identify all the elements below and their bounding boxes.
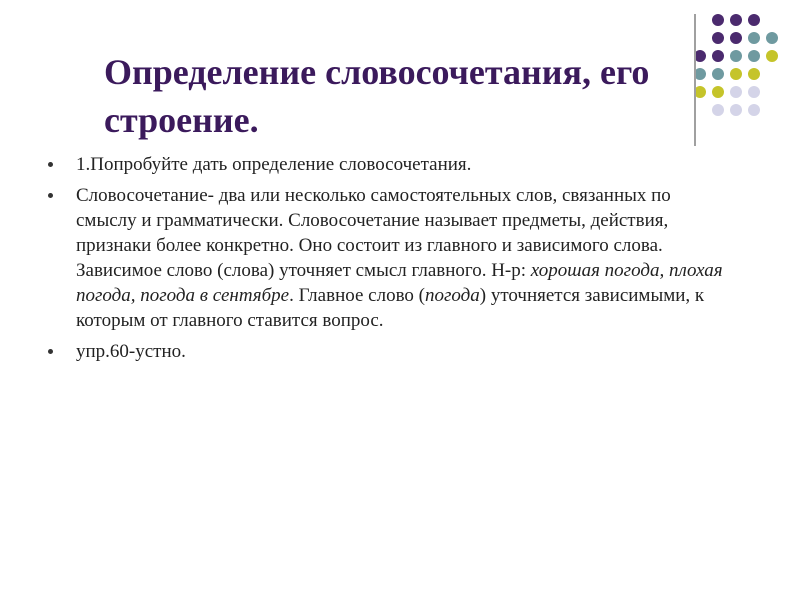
slide-title: Определение словосочетания, его строение. bbox=[104, 52, 650, 140]
text-run: . Главное слово ( bbox=[289, 285, 425, 306]
text-run: 1.Попробуйте дать определение словосочетания. bbox=[76, 154, 472, 175]
bullet-item bbox=[46, 152, 736, 177]
decorative-dot bbox=[748, 104, 760, 116]
bullet-text bbox=[76, 341, 186, 362]
bullet-item bbox=[46, 183, 736, 333]
decorative-dot bbox=[748, 14, 760, 26]
text-run: упр.60-устно. bbox=[76, 341, 186, 362]
bullet-list bbox=[46, 152, 736, 370]
bullet-text bbox=[76, 185, 723, 331]
text-run: Словосочетание- два или несколько самостоятельных слов, связанных по смыслу и грамматически. Словосочетание называет предметы, действия, признаки более конкретно. Оно состоит из главного и зависимого слова. Зависимое слово (слова) уточняет смысл главного. Н-р: bbox=[76, 185, 671, 281]
decorative-dot bbox=[766, 50, 778, 62]
decorative-dot bbox=[730, 32, 742, 44]
bullet-item bbox=[46, 339, 736, 364]
decorative-dot bbox=[748, 68, 760, 80]
bullet-marker bbox=[48, 193, 53, 198]
decorative-dot bbox=[748, 86, 760, 98]
decorative-dot bbox=[730, 50, 742, 62]
bullet-marker bbox=[48, 162, 53, 167]
bullet-text bbox=[76, 154, 471, 175]
decorative-dot bbox=[730, 86, 742, 98]
decorative-dot bbox=[730, 104, 742, 116]
decorative-dot bbox=[766, 32, 778, 44]
decorative-dot bbox=[712, 14, 724, 26]
decorative-dot bbox=[730, 68, 742, 80]
decorative-dot bbox=[748, 32, 760, 44]
decorative-dot bbox=[712, 32, 724, 44]
text-run: ) уточняется зависимыми, к которым от главного ставится вопрос. bbox=[76, 285, 705, 331]
decorative-dot bbox=[730, 14, 742, 26]
italic-example: хорошая погода, плохая погода, погода в сентябре bbox=[76, 260, 723, 306]
decorative-dot bbox=[748, 50, 760, 62]
bullet-marker bbox=[48, 349, 53, 354]
italic-example: погода bbox=[424, 285, 480, 306]
